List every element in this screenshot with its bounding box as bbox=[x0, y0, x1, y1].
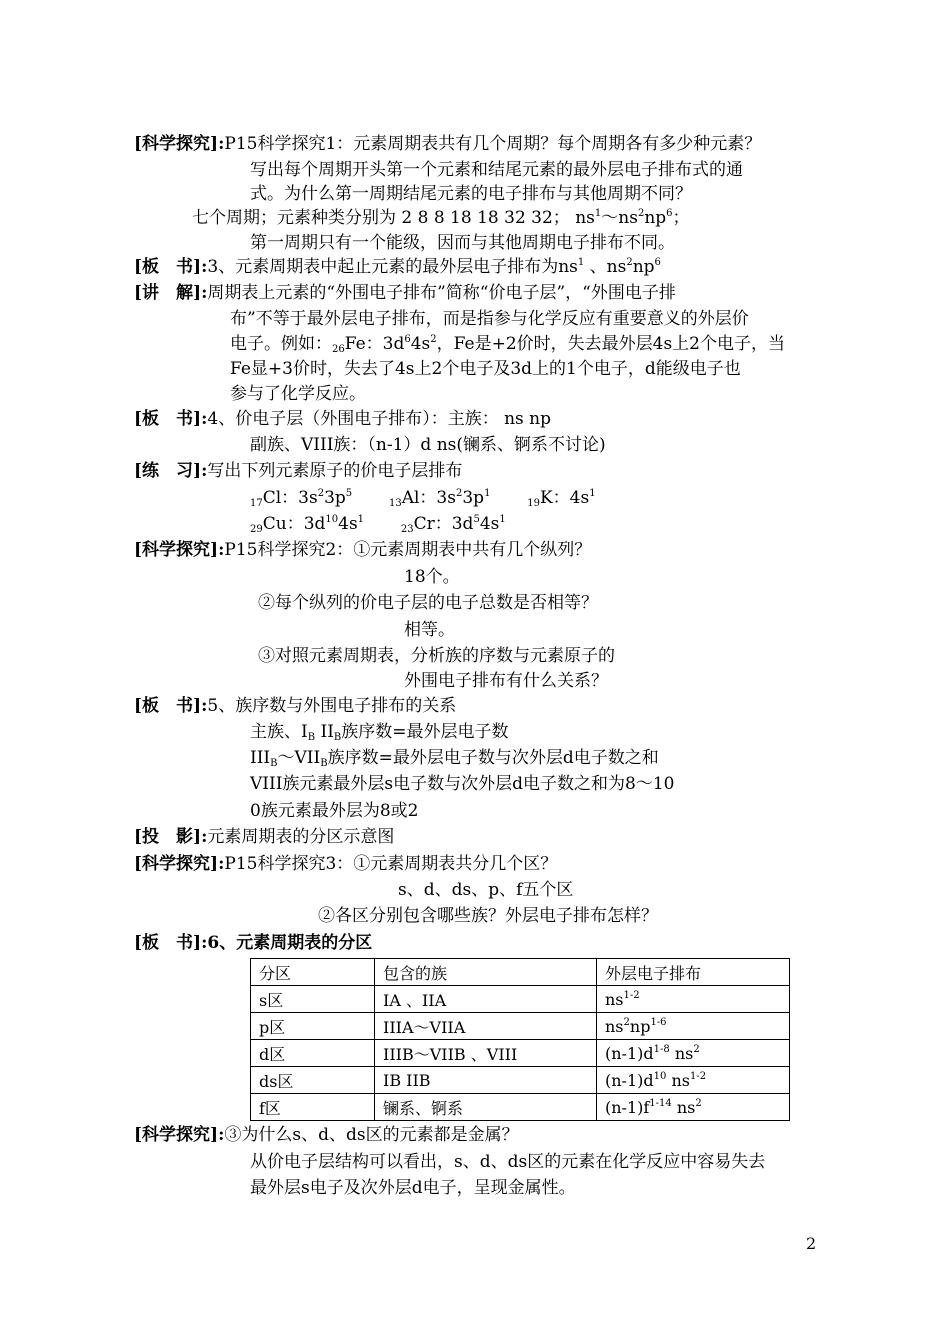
element-config: $_{13}$Al：$3s^23p^1$ bbox=[388, 488, 491, 509]
text-line: [板 书]:6、元素周期表的分区 bbox=[134, 933, 373, 953]
text-line: Fe显+3价时，失去了4s上2个电子及3d上的1个电子，d能级电子也 bbox=[230, 359, 741, 379]
text-line: 式。为什么第一周期结尾元素的电子排布与其他周期不同？ bbox=[250, 184, 692, 204]
table-row bbox=[251, 1067, 790, 1094]
table-row bbox=[251, 1040, 790, 1067]
text-line: 0族元素最外层为8或2 bbox=[250, 801, 419, 821]
text-line: 最外层s电子及次外层d电子，呈现金属性。 bbox=[250, 1178, 576, 1198]
column-header: 分区 bbox=[251, 959, 375, 986]
text-line: 相等。 bbox=[404, 620, 455, 640]
element-config: $_{17}$Cl：$3s^23p^5$ bbox=[250, 488, 353, 509]
text-line: 从价电子层结构可以看出，s、d、ds区的元素在化学反应中容易失去 bbox=[250, 1152, 766, 1172]
text-line: [科学探究]:P15科学探究2：①元素周期表中共有几个纵列？ bbox=[134, 540, 592, 560]
text-line: 七个周期；元素种类分别为 2 8 8 18 18 32 32； $ns^1\sim ns^2np^6$； bbox=[192, 208, 690, 228]
text-line: [板 书]:3、元素周期表中起止元素的最外层电子排布为$ns^1$ 、$ns^2np^6$ bbox=[134, 257, 661, 277]
zone-cell: ds区 bbox=[251, 1067, 375, 1094]
text-line: ③对照元素周期表，分析族的序数与元素原子的 bbox=[258, 646, 615, 666]
groups-cell: 镧系、锕系 bbox=[375, 1094, 597, 1121]
groups-cell: IIIB～VIIB 、VIII bbox=[375, 1040, 597, 1067]
text-line: 写出每个周期开头第一个元素和结尾元素的最外层电子排布式的通 bbox=[250, 160, 743, 180]
zone-cell: f区 bbox=[251, 1094, 375, 1121]
groups-cell: IB IIB bbox=[375, 1067, 597, 1094]
text-line: [科学探究]:③为什么s、d、ds区的元素都是金属？ bbox=[134, 1125, 519, 1145]
section-tag: [板 书]: bbox=[134, 409, 208, 429]
section-tag: [板 书]: bbox=[134, 257, 208, 277]
section-tag: [板 书]: bbox=[134, 696, 208, 716]
line-text: P15科学探究1：元素周期表共有几个周期？每个周期各有多少种元素？ bbox=[224, 134, 762, 154]
config-cell: $(n-1)f^{1-14}$ $ns^2$ bbox=[597, 1094, 790, 1121]
text-line: s、d、ds、p、f五个区 bbox=[398, 880, 574, 900]
config-cell: $ns^2np^{1-6}$ bbox=[597, 1013, 790, 1040]
text-line: 副族、VIII族：（n-1）d ns(镧系、锕系不讨论) bbox=[250, 435, 606, 455]
zone-cell: s区 bbox=[251, 986, 375, 1013]
column-header: 外层电子排布 bbox=[597, 959, 790, 986]
text-line: 电子。例如：$_{26}$Fe：$3d^64s^2$，Fe是+2价时，失去最外层4s上2个电子，当 bbox=[230, 334, 785, 355]
text-line: [投 影]:元素周期表的分区示意图 bbox=[134, 827, 395, 847]
section-tag: [练 习]: bbox=[134, 461, 208, 481]
section-tag: [板 书]: bbox=[134, 933, 208, 953]
text-line: [科学探究]:P15科学探究3：①元素周期表共分几个区？ bbox=[134, 854, 558, 874]
section-tag: [科学探究]: bbox=[134, 134, 225, 154]
zone-cell: d区 bbox=[251, 1040, 375, 1067]
table-header-row bbox=[251, 959, 790, 986]
text-line bbox=[250, 487, 596, 509]
section-tag: [科学探究]: bbox=[134, 1125, 225, 1145]
text-line: 布”不等于最外层电子排布，而是指参与化学反应有重要意义的外层价 bbox=[230, 309, 749, 329]
text-line: $III_B\sim VII_B$族序数=最外层电子数与次外层d电子数之和 bbox=[250, 748, 659, 769]
periodic-zones-table bbox=[250, 958, 790, 1121]
text-line: [讲 解]:周期表上元素的“外围电子排布”简称“价电子层”，“外围电子排 bbox=[134, 283, 676, 303]
groups-cell: IA 、IIA bbox=[375, 986, 597, 1013]
section-tag: [讲 解]: bbox=[134, 283, 208, 303]
section-tag: [科学探究]: bbox=[134, 854, 225, 874]
element-config: $_{29}$Cu：$3d^{10}4s^1$ bbox=[250, 514, 365, 535]
config-cell: $(n-1)d^{10}$ $ns^{1-2}$ bbox=[597, 1067, 790, 1094]
text-line: 主族、$I_B$ $II_B$族序数=最外层电子数 bbox=[250, 722, 509, 743]
config-cell: $(n-1)d^{1-8}$ $ns^2$ bbox=[597, 1040, 790, 1067]
text-line bbox=[250, 513, 506, 535]
text-line: 第一周期只有一个能级，因而与其他周期电子排布不同。 bbox=[250, 233, 675, 253]
text-line: 参与了化学反应。 bbox=[230, 384, 366, 404]
table-row bbox=[251, 986, 790, 1013]
text-line: ②每个纵列的价电子层的电子总数是否相等？ bbox=[258, 593, 598, 613]
text-line: 18个。 bbox=[404, 567, 460, 587]
section-tag: [投 影]: bbox=[134, 827, 208, 847]
config-cell: $ns^{1-2}$ bbox=[597, 986, 790, 1013]
text-line bbox=[134, 133, 761, 155]
text-line: VIII族元素最外层s电子数与次外层d电子数之和为8～10 bbox=[250, 774, 675, 794]
table-row bbox=[251, 1013, 790, 1040]
text-line: 外围电子排布有什么关系？ bbox=[404, 671, 608, 691]
page-number: 2 bbox=[806, 1234, 817, 1253]
text-line: [板 书]:4、价电子层（外围电子排布）：主族： ns np bbox=[134, 409, 552, 429]
text-line: ②各区分别包含哪些族？外层电子排布怎样？ bbox=[318, 906, 658, 926]
groups-cell: IIIA～VIIA bbox=[375, 1013, 597, 1040]
table-row bbox=[251, 1094, 790, 1121]
section-tag: [科学探究]: bbox=[134, 540, 225, 560]
zone-cell: p区 bbox=[251, 1013, 375, 1040]
column-header: 包含的族 bbox=[375, 959, 597, 986]
element-config: $_{19}$K：$4s^1$ bbox=[527, 488, 596, 509]
element-config: $_{23}$Cr：$3d^54s^1$ bbox=[400, 514, 506, 535]
text-line: [练 习]:写出下列元素原子的价电子层排布 bbox=[134, 461, 463, 481]
text-line: [板 书]:5、族序数与外围电子排布的关系 bbox=[134, 696, 457, 716]
